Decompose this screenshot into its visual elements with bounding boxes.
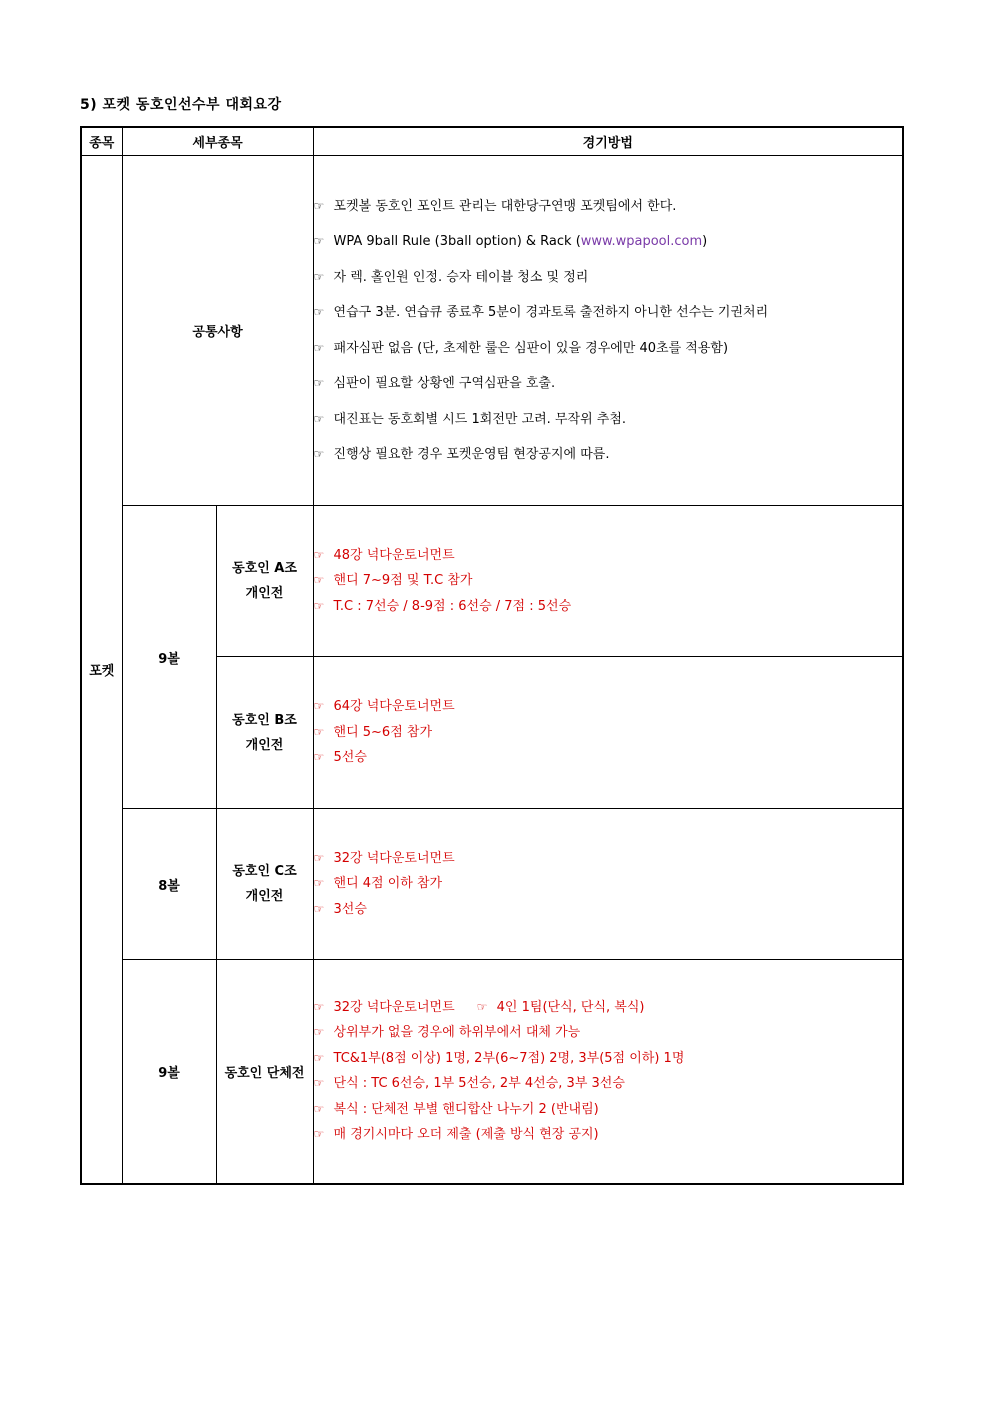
pointing-hand-icon: ☞ [313,1050,325,1065]
wpa-link[interactable]: www.wpapool.com [580,234,703,249]
division-c-rules-cell [313,809,903,960]
list-item: ☞ 5선승 [314,745,903,771]
pointing-hand-icon: ☞ [313,999,325,1014]
header-row [81,127,903,156]
division-c: 동호인 C조 개인전 [216,809,313,960]
list-item: ☞ 3선승 [314,897,903,923]
division-b-rules-cell [313,657,903,809]
pointing-hand-icon: ☞ [313,411,325,426]
pointing-hand-icon: ☞ [313,547,325,562]
ball-8ball: 8볼 [122,809,216,960]
row-common [81,156,903,506]
division-team: 동호인 단체전 [216,960,313,1184]
rules-table [80,126,904,1185]
list-item: ☞ 상위부가 없을 경우에 하위부에서 대체 가능 [314,1020,903,1046]
pointing-hand-icon: ☞ [313,1127,325,1142]
list-item: ☞ WPA 9ball Rule (3ball option) & Rack (www.wpapool.com) [314,224,903,260]
common-rules-list [314,189,903,473]
list-item: ☞ 단식 : TC 6선승, 1부 5선승, 2부 4선승, 3부 3선승 [314,1071,903,1097]
list-item: ☞ 64강 넉다운토너먼트 [314,694,903,720]
pointing-hand-icon: ☞ [313,876,325,891]
row-9ball-a [81,506,903,657]
list-item: ☞ TC&1부(8점 이상) 1명, 2부(6~7점) 2명, 3부(5점 이하) 1명 [314,1046,903,1072]
division-a: 동호인 A조 개인전 [216,506,313,657]
list-item: ☞ 대진표는 동호회별 시드 1회전만 고려. 무작위 추첨. [314,402,903,438]
team-rules-list [314,995,903,1148]
list-item: ☞ 자 렉. 홀인원 인정. 승자 테이블 청소 및 정리 [314,260,903,296]
division-b: 동호인 B조 개인전 [216,657,313,809]
division-b-rules-list [314,694,903,771]
event-pocket: 포켓 [81,156,122,1184]
list-item: ☞ 패자심판 없음 (단, 초제한 룰은 심판이 있을 경우에만 40초를 적용함) [314,331,903,367]
list-item: ☞ 핸디 5~6점 참가 [314,720,903,746]
list-item: ☞ 핸디 7~9점 및 T.C 참가 [314,568,903,594]
row-8ball-c [81,809,903,960]
pointing-hand-icon: ☞ [313,376,325,390]
pointing-hand-icon: ☞ [313,1101,325,1116]
header-event: 종목 [81,127,122,156]
list-item: ☞ 핸디 4점 이하 참가 [314,871,903,897]
header-sub-event: 세부종목 [122,127,313,156]
division-a-rules-list [314,543,903,620]
pointing-hand-icon: ☞ [313,269,325,284]
header-method: 경기방법 [313,127,903,156]
pointing-hand-icon: ☞ [313,699,325,714]
list-item: ☞ 48강 넉다운토너먼트 [314,543,903,569]
division-a-rules-cell [313,506,903,657]
list-item: ☞ 진행상 필요한 경우 포켓운영팀 현장공지에 따름. [314,437,903,473]
division-c-rules-list [314,846,903,923]
list-item: ☞ 심판이 필요할 상황엔 구역심판을 호출. [314,366,903,402]
pointing-hand-icon: ☞ [313,1076,325,1091]
pointing-hand-icon: ☞ [313,724,325,739]
pointing-hand-icon: ☞ [313,850,325,865]
pointing-hand-icon: ☞ [313,198,325,213]
row-team [81,960,903,1184]
list-item: ☞ 매 경기시마다 오더 제출 (제출 방식 현장 공지) [314,1122,903,1148]
pointing-hand-icon: ☞ [313,901,325,916]
ball-9ball: 9볼 [122,506,216,809]
list-item: ☞ T.C : 7선승 / 8-9점 : 6선승 / 7점 : 5선승 [314,594,903,620]
pointing-hand-icon: ☞ [313,234,325,248]
list-item: ☞ 32강 넉다운토너먼트 ☞ 4인 1팀(단식, 단식, 복식) [314,995,903,1021]
pointing-hand-icon: ☞ [313,598,325,613]
list-item: ☞ 32강 넉다운토너먼트 [314,846,903,872]
list-item: ☞ 복식 : 단체전 부별 핸디합산 나누기 2 (반내림) [314,1097,903,1123]
list-item: ☞ 포켓볼 동호인 포인트 관리는 대한당구연맹 포켓팀에서 한다. [314,189,903,225]
pointing-hand-icon: ☞ [313,447,325,461]
common-rules-cell [313,156,903,506]
pointing-hand-icon: ☞ [313,750,325,765]
pointing-hand-icon: ☞ [313,305,325,319]
section-title: 5) 포켓 동호인선수부 대회요강 [80,97,282,113]
pointing-hand-icon: ☞ [313,340,325,355]
pointing-hand-icon: ☞ [313,573,325,588]
ball-9ball-team: 9볼 [122,960,216,1184]
pointing-hand-icon: ☞ [476,999,488,1014]
team-rules-cell [313,960,903,1184]
common-label: 공통사항 [122,156,313,506]
pointing-hand-icon: ☞ [313,1025,325,1040]
list-item: ☞ 연습구 3분. 연습큐 종료후 5분이 경과토록 출전하지 아니한 선수는 기권처리 [314,295,903,331]
